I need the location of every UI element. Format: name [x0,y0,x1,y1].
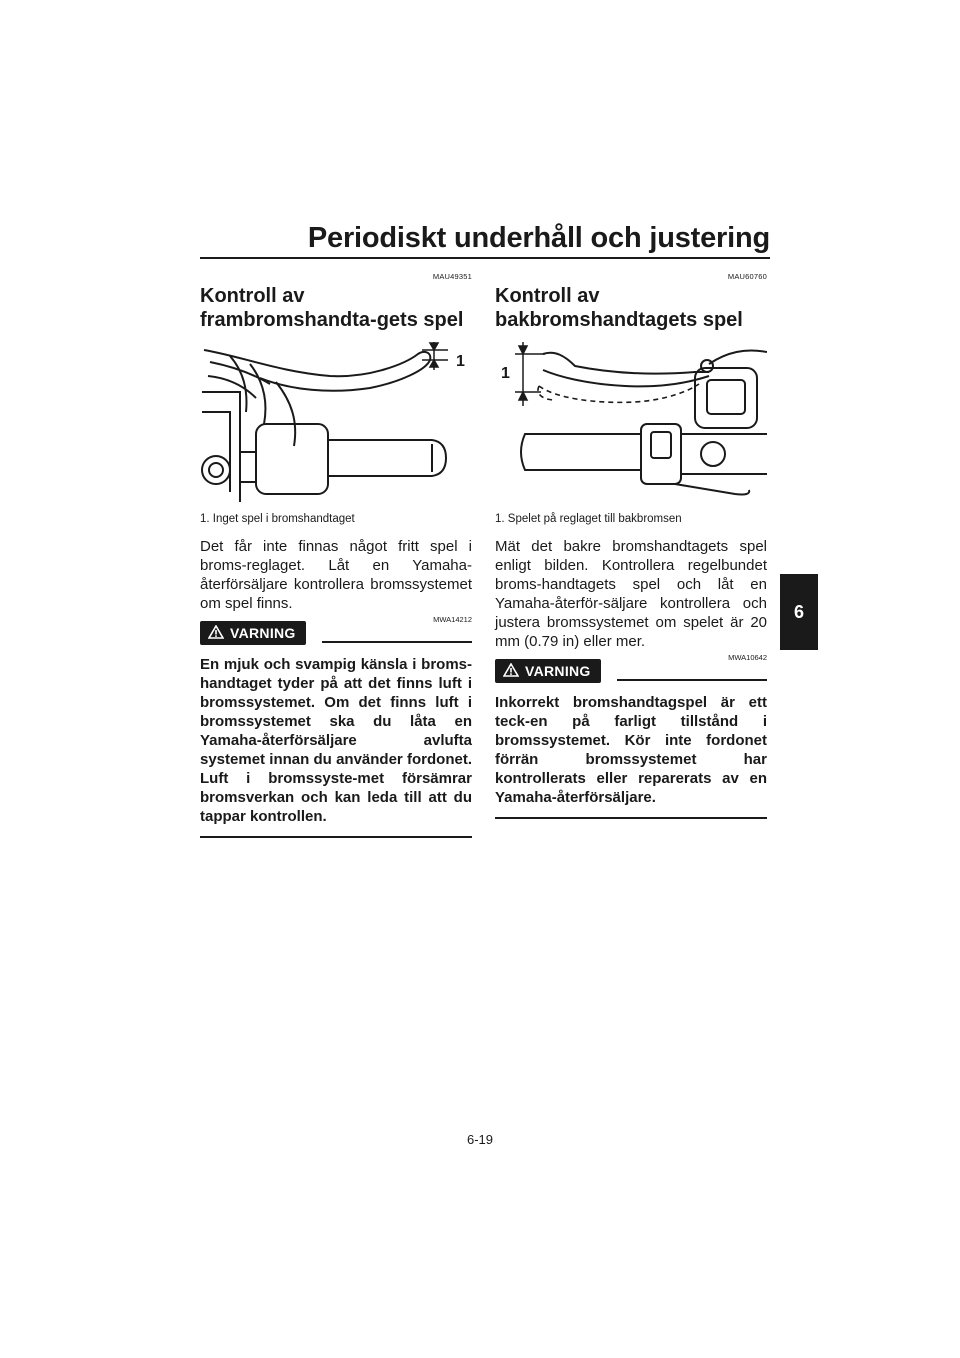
left-column [200,272,472,838]
warning-triangle-icon [208,625,224,642]
figure-callout: 1 [456,353,465,370]
warning-badge [495,659,601,683]
warning-header [200,615,472,647]
warning-label: VARNING [525,663,591,679]
warning-code: MWA14212 [433,615,472,624]
section-code: MAU60760 [727,272,767,281]
chapter-tab: 6 [780,574,818,650]
warning-end-rule [495,817,767,819]
section-code: MAU49351 [432,272,472,281]
rear-brake-lever-illustration [495,342,767,502]
title-rule [200,257,770,259]
figure-caption [495,512,767,527]
warning-label: VARNING [230,625,296,641]
figure-callout: 1 [501,365,510,382]
caption-number: 1. [495,513,505,525]
body-paragraph: Det får inte finnas något fritt spel i broms-reglaget. Låt en Yamaha-återförsäljare kontrollera bromssystemet om spel finns. [200,538,472,612]
warning-rule [322,641,472,643]
warning-text: En mjuk och svampig känsla i broms-handtaget tyder på att det finns luft i bromssystemet. Om det finns luft i bromssystemet ska du låta en Yamaha-återförsäljare avlufta systemet innan du använder fordonet. Luft i bromssyste-met försämrar bromsverkan och kan leda till att du tappar kontrollen. [200,656,472,825]
warning-end-rule [200,836,472,838]
front-brake-lever-drawing [200,342,472,502]
warning-code: MWA10642 [728,653,767,662]
front-brake-lever-illustration [200,342,472,502]
warning-badge [200,621,306,645]
page-title: Periodiskt underhåll och justering [307,222,770,254]
figure-caption [200,512,472,527]
caption-text: Spelet på reglaget till bakbromsen [507,513,682,525]
warning-text: Inkorrekt bromshandtagspel är ett teck-en på farligt tillstånd i bromssystemet. Kör inte fordonet förrän bromssystemet har kontrollerats eller reparerats av en Yamaha-återförsäljare. [495,694,767,806]
warning-header [495,653,767,685]
rear-brake-lever-drawing [495,342,767,502]
page-number: 6-19 [466,1132,494,1147]
warning-triangle-icon [503,663,519,680]
right-column [495,272,767,819]
section-heading: Kontroll av bakbromshandtagets spel [495,285,743,331]
caption-number: 1. [200,513,210,525]
section-heading: Kontroll av frambromshandta-gets spel [200,285,464,331]
warning-rule [617,679,767,681]
body-paragraph: Mät det bakre bromshandtagets spel enligt bilden. Kontrollera regelbundet broms-handtagets spel och låt en Yamaha-återför-säljare kontrollera och justera bromssystemet om spelet är 20 mm (0.79 in) eller mer. [495,538,767,650]
caption-text: Inget spel i bromshandtaget [212,513,355,525]
